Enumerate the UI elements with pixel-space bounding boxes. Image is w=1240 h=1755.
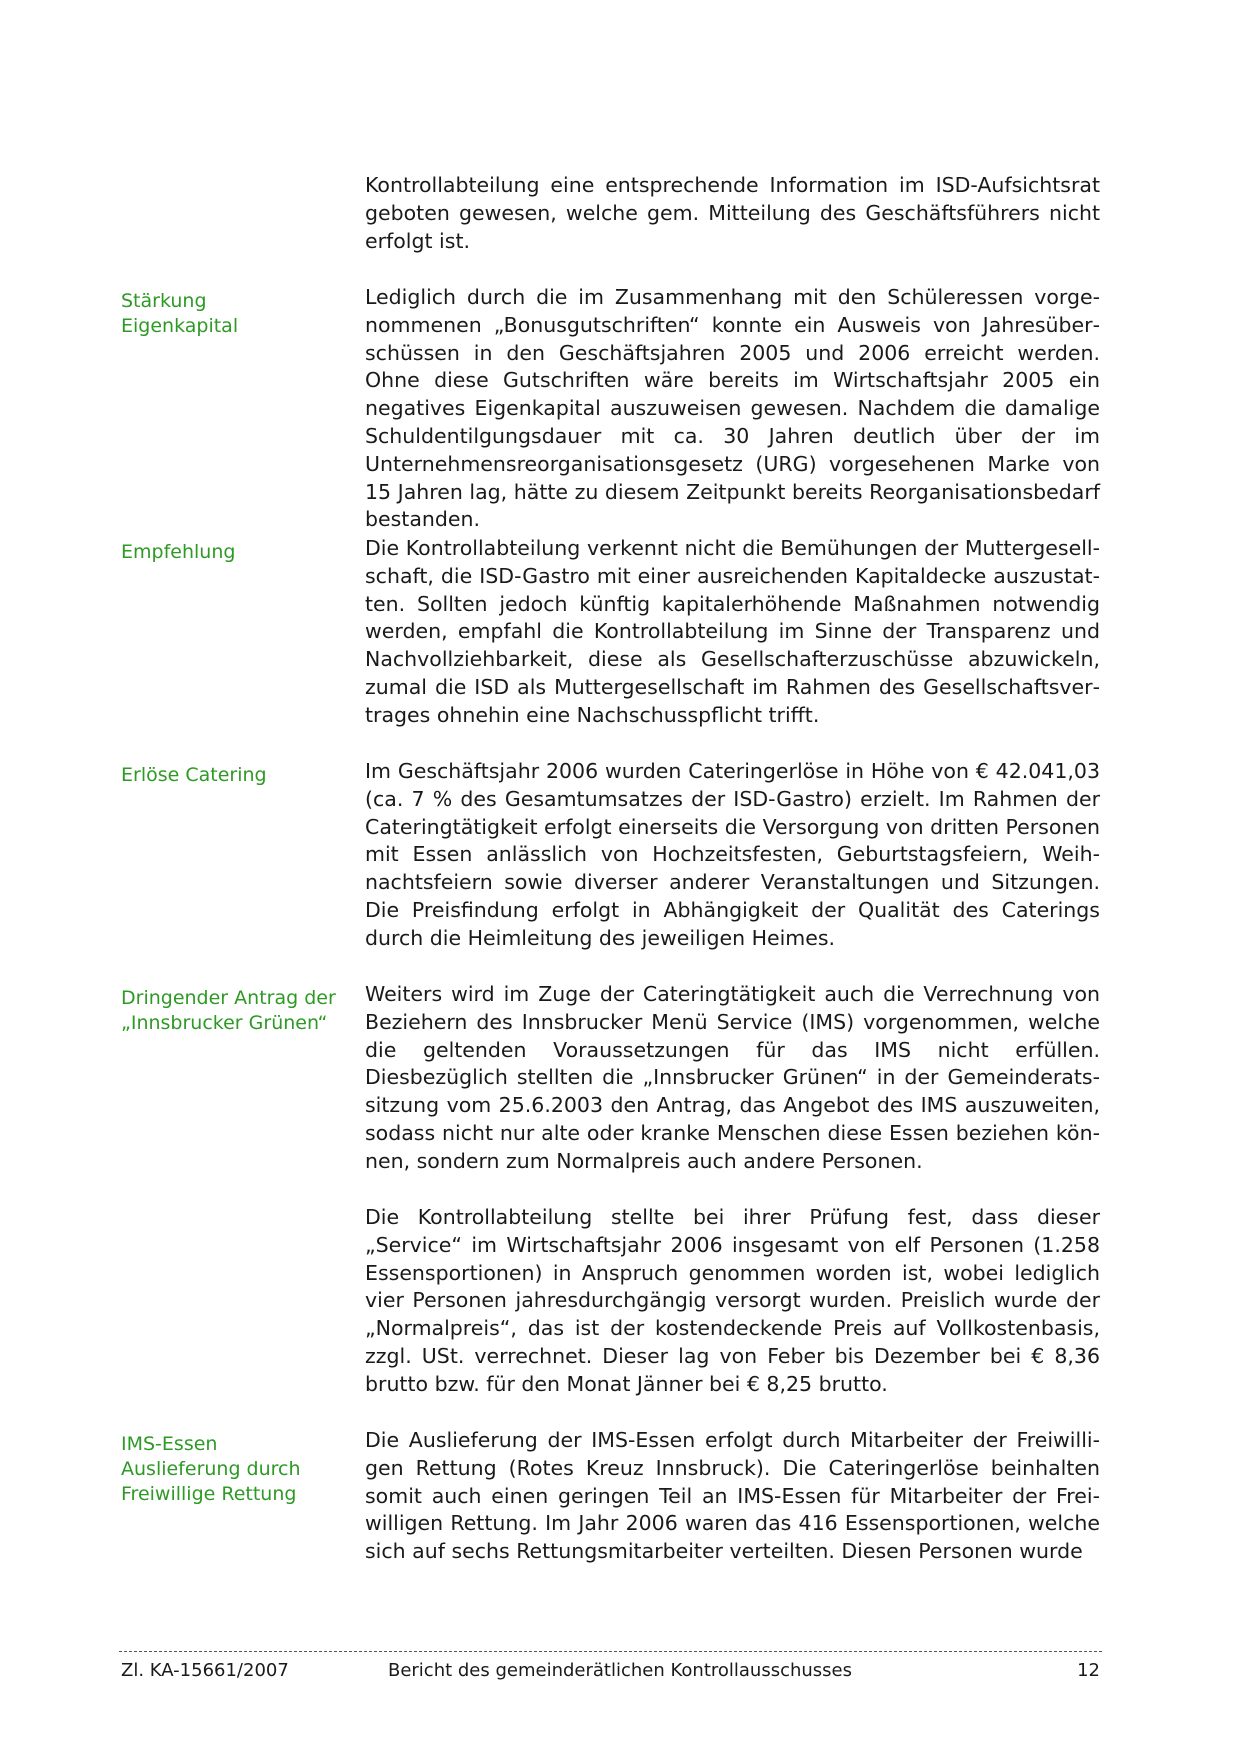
paragraph-staerkung-eigenkapital: Lediglich durch die im Zusammenhang mit den Schüleressen vorgenommenen „Bonusgutschriften“ konnte ein Ausweis von Jahresüberschüssen in den Geschäftsjahren 2005 und 2006 erreicht werden. Ohne diese Gutschriften wäre bereits im Wirtschaftsjahr 2005 ein negatives Eigenkapital auszuweisen gewesen. Nachdem die damalige Schuldentilgungsdauer mit ca. 30 Jahren deutlich über der im Unternehmensreorganisationsgesetz (URG) vorgesehenen Marke von 15 Jahren lag, hätte zu diesem Zeitpunkt bereits Reorganisationsbedarf bestanden. [365, 285, 1100, 532]
footer-reference: Zl. KA-15661/2007 [121, 1660, 289, 1681]
margin-note-staerkung-eigenkapital [121, 289, 351, 339]
margin-note-line: Empfehlung [121, 541, 236, 563]
paragraph-erloese-catering: Im Geschäftsjahr 2006 wurden Cateringerlöse in Höhe von € 42.041,03 (ca. 7 % des Gesamtumsatzes der ISD-Gastro) erzielt. Im Rahmen der Cateringtätigkeit erfolgt einerseits die Versorgung von dritten Personen mit Essen anlässlich von Hochzeitsfesten, Geburtstagsfeiern, Weihnachtsfeiern sowie diverser anderer Veranstaltungen und Sitzungen. Die Preisfindung erfolgt in Abhängigkeit der Qualität des Caterings durch die Heimleitung des jeweiligen Heimes. [365, 759, 1100, 950]
paragraph-ims-essen: Die Auslieferung der IMS-Essen erfolgt durch Mitarbeiter der Freiwilligen Rettung (Rotes Kreuz Innsbruck). Die Cateringerlöse beinhalten somit auch einen geringen Teil an IMS-Essen für Mitarbeiter der Freiwilligen Rettung. Im Jahr 2006 waren das 416 Essensportionen, welche sich auf sechs Rettungsmitarbeiter verteilten. Diesen Personen wurde [365, 1428, 1100, 1564]
margin-note-ims-essen [121, 1432, 351, 1507]
margin-note-dringender-antrag [121, 986, 351, 1036]
margin-note-erloese-catering [121, 763, 351, 788]
page-number: 12 [1077, 1660, 1100, 1681]
footer-title: Bericht des gemeinderätlichen Kontrollausschusses [387, 1660, 853, 1681]
paragraph-empfehlung: Die Kontrollabteilung verkennt nicht die Bemühungen der Muttergesellschaft, die ISD-Gastro mit einer ausreichenden Kapitaldecke auszustatten. Sollten jedoch künftig kapitalerhöhende Maßnahmen notwendig werden, empfahl die Kontrollabteilung im Sinne der Transparenz und Nachvollziehbarkeit, diese als Gesellschafterzuschüsse abzuwickeln, zumal die ISD als Muttergesellschaft im Rahmen des Gesellschaftsvertrages ohnehin eine Nachschusspflicht trifft. [365, 536, 1100, 727]
margin-note-line: Auslieferung durch [121, 1458, 301, 1480]
margin-note-line: „Innsbrucker Grünen“ [121, 1012, 328, 1034]
paragraph-kontrollabteilung-service: Die Kontrollabteilung stellte bei ihrer Prüfung fest, dass dieser „Service“ im Wirtschaftsjahr 2006 insgesamt von elf Personen (1.258 Essensportionen) in Anspruch genommen worden ist, wobei lediglich vier Personen jahresdurchgängig versorgt wurden. Preislich wurde der „Normalpreis“, das ist der kostendeckende Preis auf Vollkostenbasis, zzgl. USt. verrechnet. Dieser lag von Feber bis Dezember bei € 8,36 brutto bzw. für den Monat Jänner bei € 8,25 brutto. [365, 1205, 1100, 1396]
margin-note-line: IMS-Essen [121, 1433, 218, 1455]
margin-note-line: Stärkung [121, 290, 207, 312]
paragraph-dringender-antrag: Weiters wird im Zuge der Cateringtätigkeit auch die Verrechnung von Beziehern des Innsbrucker Menü Service (IMS) vorgenommen, welche die geltenden Voraussetzungen für das IMS nicht erfüllen. Diesbezüglich stellten die „Innsbrucker Grünen“ in der Gemeinderatssitzung vom 25.6.2003 den Antrag, das Angebot des IMS auszuweiten, sodass nicht nur alte oder kranke Menschen diese Essen beziehen können, sondern zum Normalpreis auch andere Personen. [365, 982, 1100, 1173]
margin-note-line: Eigenkapital [121, 315, 239, 337]
margin-note-line: Freiwillige Rettung [121, 1483, 297, 1505]
margin-note-line: Erlöse Catering [121, 764, 267, 786]
paragraph-intro: Kontrollabteilung eine entsprechende Information im ISD-Aufsichtsrat geboten gewesen, welche gem. Mitteilung des Geschäftsführers nicht erfolgt ist. [365, 173, 1100, 253]
margin-note-line: Dringender Antrag der [121, 987, 336, 1009]
margin-note-empfehlung [121, 540, 351, 565]
footer-divider [119, 1651, 1102, 1652]
